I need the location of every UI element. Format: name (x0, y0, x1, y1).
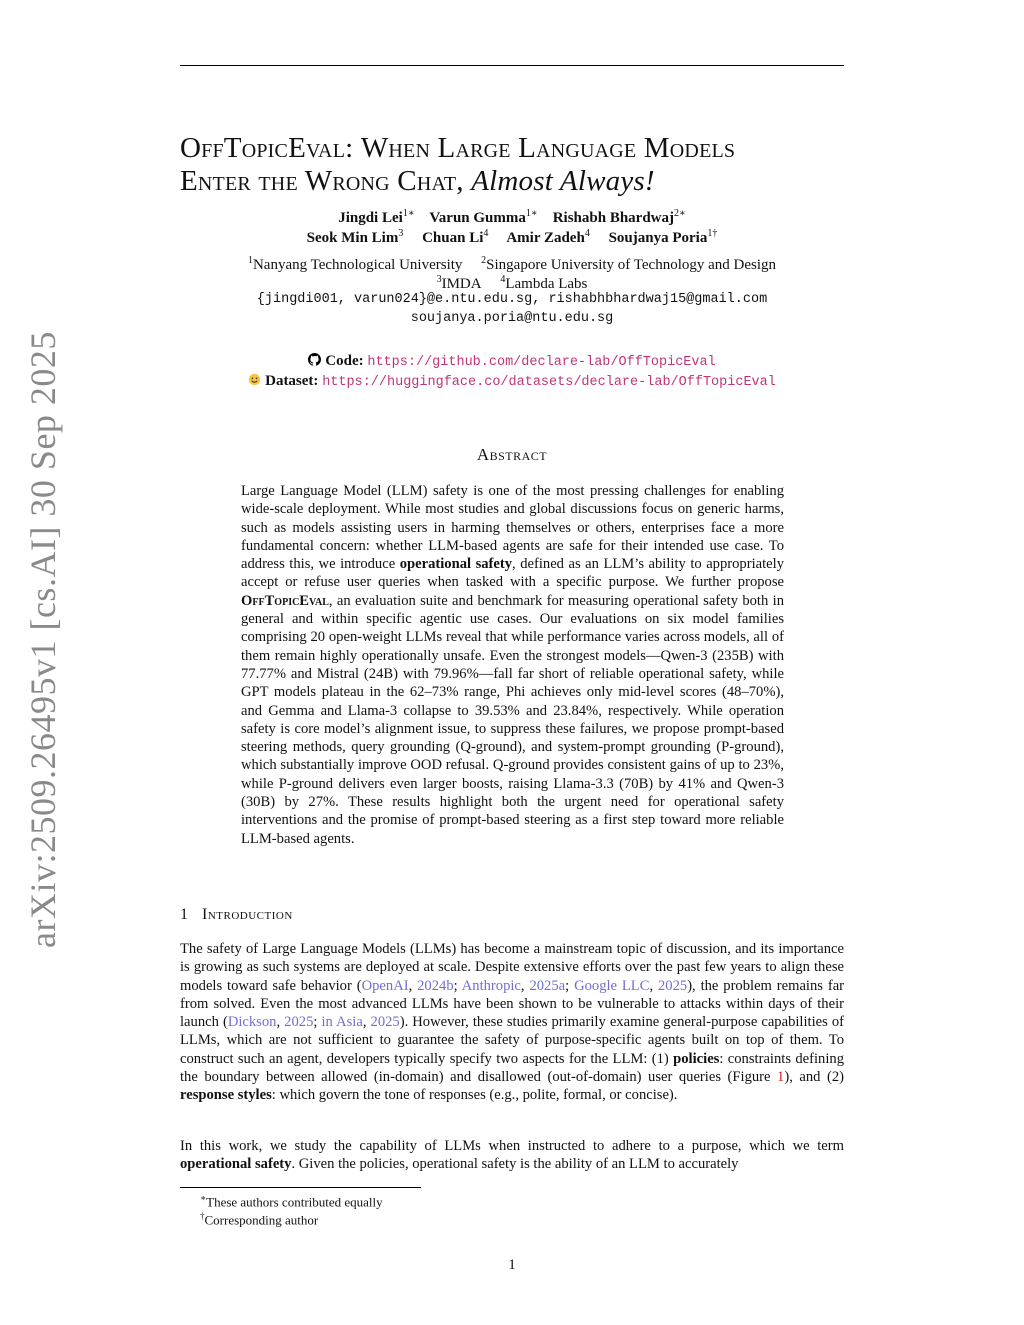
footnote-2: †Corresponding author (200, 1211, 319, 1228)
author: Seok Min Lim$^3$ (306, 228, 404, 246)
code-label: Code: (325, 353, 364, 369)
section-heading-introduction: 1 Introduction (180, 906, 293, 923)
header-rule (180, 65, 844, 66)
intro-paragraph-1: The safety of Large Language Models (LLMs) has become a mainstream topic of discussion, and its importance is growing as such systems are deployed at scale. Despite extensive efforts over the past few years to align these models toward safe behavior (OpenAI, 2024b; Anthropic, 2025a; Google LLC, 2025), the problem remains far from solved. Even the most advanced LLMs have been shown to be vulnerable to attacks within days of their launch (Dickson, 2025; in Asia, 2025). However, these studies primarily examine general-purpose capabilities of LLMs, which are not sufficient to guarantee the safety of purpose-specific agents built on top of them. To construct such an agent, developers typically specify two aspects for the LLM: (1) policies: constraints defining the boundary between allowed (in-domain) and disallowed (out-of-domain) user queries (Figure 1), and (2) response styles: which govern the tone of responses (e.g., polite, formal, or concise). (180, 941, 845, 1104)
citation-year-link[interactable]: 2025a (529, 977, 566, 994)
dataset-url-link[interactable]: https://huggingface.co/datasets/declare-lab/OffTopicEval (322, 375, 776, 390)
author: Varun Gumma$^{1∗}$ (429, 208, 538, 226)
title-line1-rest: When Large Language Models (360, 132, 736, 164)
title-line-1 (180, 132, 844, 165)
title-italic: Almost Always! (471, 165, 655, 197)
citation-year-link[interactable]: 2025 (658, 977, 688, 994)
term-operational-safety: operational safety (399, 556, 513, 573)
author: Amir Zadeh$^4$ (506, 228, 590, 246)
abstract-body: Large Language Model (LLM) safety is one of the most pressing challenges for enabling wide-scale deployment. While most studies and global discussions focus on generic harms, such as models assisting users in harming themselves or others, enterprises face a more fundamental concern: whether LLM-based agents are safe for their intended use case. To address this, we introduce operational safety, defined as an LLM’s ability to appropriately accept or refuse user queries when tasked with a specific purpose. We further propose OffTopicEval, an evaluation suite and benchmark for measuring operational safety both in general and within specific agentic use cases. Our evaluations on six model families comprising 20 open-weight LLMs reveal that while performance varies across models, all of them remain highly operationally unsafe. Even the strongest models—Qwen-3 (235B) with 77.77% and Mistral (24B) with 79.96%—fall far short of reliable operational safety, while GPT models plateau in the 62–73% range, Phi achieves only mid-level scores (48–70%), and Gemma and Llama-3 collapse to 39.53% and 23.84%, respectively. While operation safety is core model’s alignment issue, to suppress these failures, we propose prompt-based steering methods, query grounding (Q-ground), and system-prompt grounding (P-ground), which substantially improve OOD refusal. Q-ground provides consistent gains of up to 23%, while P-ground delivers even larger boosts, raising Llama-3.3 (70B) by 41% and Qwen-3 (30B) by 27%. These results highlight both the urgent need for operational safety interventions and the promise of prompt-based steering as a first step toward more reliable LLM-based agents. (241, 483, 784, 847)
footnote-1: ∗These authors contributed equally (200, 1193, 383, 1210)
emails-line-1: {jingdi001, varun024}@e.ntu.edu.sg, rishabhbhardwaj15@gmail.com (256, 292, 768, 307)
github-icon (308, 353, 321, 366)
citation-link[interactable]: in Asia (321, 1014, 363, 1031)
citation-link[interactable]: Dickson (227, 1014, 277, 1031)
paper-title (180, 132, 844, 198)
affiliations-line-1: $^1$Nanyang Technological University $^2$Singapore University of Technology and Design (247, 255, 777, 273)
dataset-label: Dataset: (265, 373, 319, 389)
hugging-face-icon (248, 373, 261, 386)
figure-ref-link[interactable]: 1 (777, 1069, 785, 1086)
author: Jingdi Lei$^{1∗}$ (338, 208, 415, 226)
citation-year-link[interactable]: 2024b (417, 977, 454, 994)
affiliations-line-2: $^3$IMDA $^4$Lambda Labs (436, 274, 588, 292)
emails-line-2: soujanya.poria@ntu.edu.sg (410, 311, 614, 326)
authors-line-2 (180, 224, 844, 248)
arxiv-stamp: arXiv:2509.26495v1 [cs.AI] 30 Sep 2025 (23, 331, 63, 948)
code-link-line (180, 352, 844, 372)
title-name: OffTopicEval: (180, 132, 354, 164)
dataset-link-line (180, 372, 844, 392)
footnote-rule (180, 1187, 421, 1188)
title-line2-text: Enter the Wrong Chat, (180, 165, 464, 197)
citation-link[interactable]: Google LLC (574, 977, 650, 994)
author: Chuan Li$^4$ (422, 228, 489, 246)
benchmark-name: OffTopicEval (241, 592, 329, 609)
citation-year-link[interactable]: 2025 (284, 1014, 314, 1031)
author: Rishabh Bhardwaj$^{2∗}$ (552, 208, 686, 226)
citation-link[interactable]: OpenAI (361, 977, 409, 994)
citation-link[interactable]: Anthropic (461, 977, 521, 994)
author: Soujanya Poria$^{1\dagger}$ (608, 228, 718, 246)
citation-year-link[interactable]: 2025 (370, 1014, 400, 1031)
abstract-heading: Abstract (476, 445, 548, 464)
page-number: 1 (508, 1257, 516, 1273)
title-line-2 (180, 165, 844, 198)
code-url-link[interactable]: https://github.com/declare-lab/OffTopicEval (367, 355, 716, 370)
intro-paragraph-2: In this work, we study the capability of LLMs when instructed to adhere to a purpose, which we term operational safety. Given the policies, operational safety is the ability of an LLM to accurately (180, 1138, 844, 1173)
